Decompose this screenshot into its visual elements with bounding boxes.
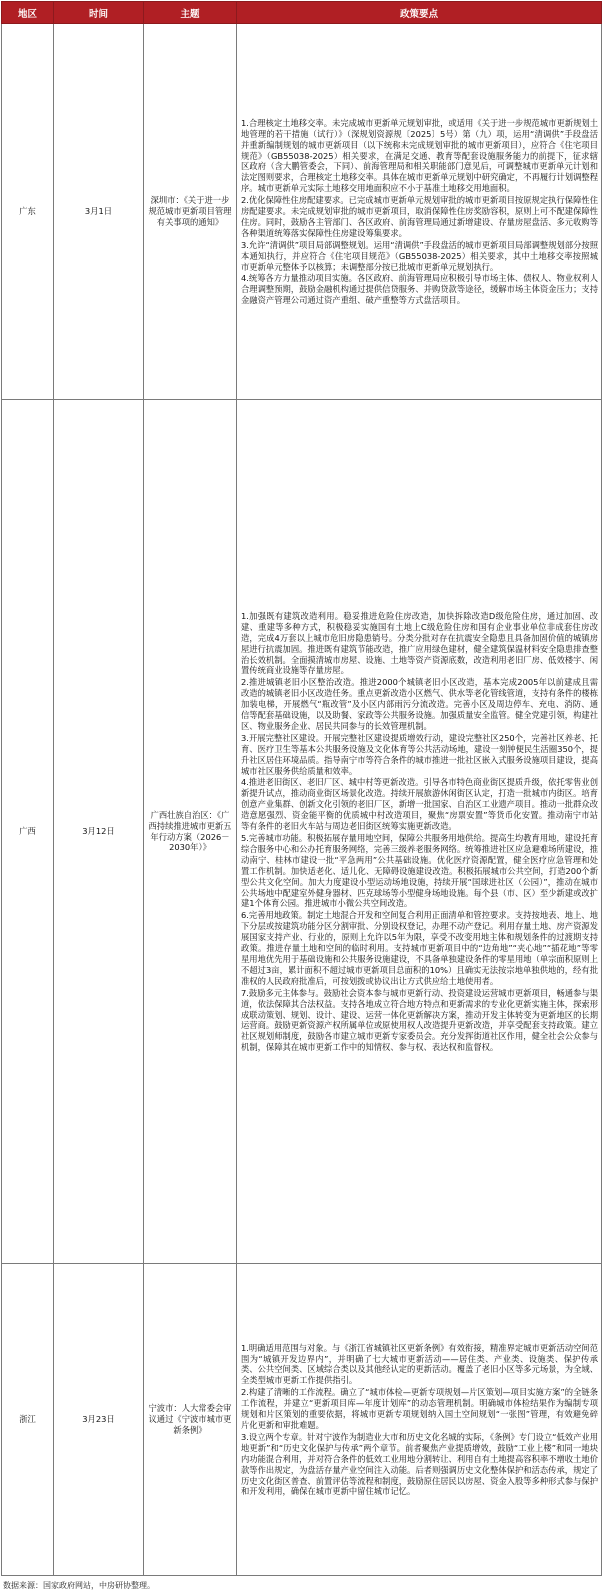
cell-subject: 深圳市：《关于进一步规范城市更新项目管理有关事项的通知》 bbox=[144, 24, 237, 400]
cell-subject: 宁波市：人大常委会审议通过《宁波市城市更新条例》 bbox=[144, 1264, 237, 1576]
policy-point: 3.允许“清调供”项目局部调整规划。运用“清调供”手段盘活的城市更新项目局部调整规划部分按照本通知执行，并应符合《住宅项目规范》（GB55038-2025）相关要求，其中土地移交率按照城市更新单元整体予以核算；未调整部分按已批城市更新单元规划执行。 bbox=[241, 239, 598, 272]
cell-region: 浙江 bbox=[2, 1264, 54, 1576]
header-points: 政策要点 bbox=[237, 2, 602, 24]
policy-point: 4.统筹各方力量推动项目实施。各区政府、前海管理局应积极引导市场主体、债权人、物业权利人合理调整预期，鼓励金融机构通过提供信贷服务、并购贷款等途径，缓解市场主体资金压力；支持金融资产管理公司通过资产重组、破产重整等方式盘活项目。 bbox=[241, 273, 598, 306]
header-subject: 主题 bbox=[144, 2, 237, 24]
header-date: 时间 bbox=[54, 2, 144, 24]
table-row bbox=[2, 400, 602, 1264]
policy-point: 3.开展完整社区建设。开展完整社区建设提质增效行动，建设完整社区250个，完善社区养老、托育、医疗卫生等基本公共服务设施及文化体育等公共活动场地，建设一刻钟便民生活圈350个，提升社区居住环境品质。指导南宁市等符合条件的城市推进一批社区嵌入式服务设施项目建设，提高城市社区服务供给质量和效率。 bbox=[241, 732, 598, 776]
cell-points bbox=[237, 400, 602, 1264]
policy-point: 2.推进城镇老旧小区整治改造。推进2000个城镇老旧小区改造，基本完成2005年以前建成且需改造的城镇老旧小区改造任务。重点更新改造小区燃气、供水等老化管线管道，支持有条件的楼栋加装电梯，开展燃气“瓶改管”及小区内部雨污分流改造。完善小区及周边停车、充电、消防、通信等配套基础设施，以及助餐、家政等公共服务设施。加强质量安全监管。健全党建引领，构建社区、物业服务企业、居民共同参与的长效管理机制。 bbox=[241, 677, 598, 731]
source-note: 数据来源：国家政府网站，中房研协整理。 bbox=[3, 1581, 155, 1590]
header-region: 地区 bbox=[2, 2, 54, 24]
table-header-row bbox=[2, 2, 602, 24]
cell-region: 广东 bbox=[2, 24, 54, 400]
cell-points bbox=[237, 1264, 602, 1576]
cell-date: 3月23日 bbox=[54, 1264, 144, 1576]
policy-point: 2.构建了清晰的工作流程。确立了“城市体检—更新专项规划—片区策划—项目实施方案”的全链条工作流程，并建立“更新项目库—年度计划库”的动态管理机制。明确城市体检结果作为编制专项规划和片区策划的重要依据，将城市更新专项规划纳入国土空间规划“一张图”管理，有效避免碎片化更新和审批难题。 bbox=[241, 1387, 598, 1430]
cell-date: 3月12日 bbox=[54, 400, 144, 1264]
cell-region: 广西 bbox=[2, 400, 54, 1264]
cell-subject: 广西壮族自治区：《广西持续推进城市更新五年行动方案（2026－2030年）》 bbox=[144, 400, 237, 1264]
cell-date: 3月1日 bbox=[54, 24, 144, 400]
cell-points bbox=[237, 24, 602, 400]
policy-point: 7.鼓励多元主体参与。鼓励社会资本参与城市更新行动、投资建设运营城市更新项目，畅通参与渠道，依法保障其合法权益。支持各地成立符合地方特点和更新需求的专业化更新实施主体，探索形成联动策划、规划、设计、建设、运营一体化更新解决方案，推动开发主体转变为更新地区的长期运营商。鼓励更新资源产权所属单位或原使用权人改造提升更新改造，并享受配套支持政策。建立社区规划师制度，鼓励各市建立城市更新专家委员会。充分发挥街道社区作用，健全社会公众参与机制，保障其在城市更新工作中的知情权、参与权、表达权和监督权。 bbox=[241, 987, 598, 1053]
policy-point: 4.推进老旧街区、老旧厂区、城中村等更新改造。引导各市特色商业街区提质升级，依托零售业创新提升试点，推动商业街区场景化改造。持续开展旅游休闲街区认定，打造一批城市内街区。培育创意产业集群、创新文化引领的老旧厂区，新增一批国家、自治区工业遗产项目。推动一批群众改造意愿强烈、资金能平衡的优质城中村改造项目，聚焦“房票安置”等货币化安置。推动南宁市站等有条件的老旧火车站与周边老旧街区统筹实施更新改造。 bbox=[241, 777, 598, 832]
policy-table bbox=[1, 1, 602, 1576]
policy-point: 2.优化保障性住房配建要求。已完成城市更新单元规划审批的城市更新项目按原规定执行保障性住房配建要求。未完成规划审批的城市更新项目，取消保障性住房奖励容积，原则上可不配建保障性住房。同时，鼓励各主管部门、各区政府、前海管理局通过新增建设、存量房屋盘活、多元收购等各种渠道统筹落实保障性住房建设筹集要求。 bbox=[241, 195, 598, 238]
policy-point: 1.合理核定土地移交率。未完成城市更新单元规划审批，或适用《关于进一步规范城市更新规划土地管理的若干措施（试行）》（深规划资源规〔2025〕5号）第（九）项，运用“清调供”手段盘活并重新编制规划的城市更新项目（以下统称未完成规划审批的城市更新项目），应符合《住宅项目规范》（GB55038-2025）相关要求，在满足交通、教育等配套设施服务能力的前提下，征求辖区政府（含大鹏管委会，下同）、前海管理局和相关职能部门意见后，可调整城市更新单元计划和法定图则要求，合理核定土地移交率。具体在城市更新单元规划中研究确定，不再履行计划调整程序。城市更新单元实际土地移交用地面积应不小于基准土地移交用地面积。 bbox=[241, 117, 598, 194]
policy-point: 1.明确适用范围与对象。与《浙江省城镇社区更新条例》有效衔接，精准界定城市更新活动空间范围为“城镇开发边界内”，并明确了七大城市更新活动——居住类、产业类、设施类、保护传承类、公共空间类、区域综合类以及其他经认定的更新活动。覆盖了老旧小区等多元场景，为全域、全类型城市更新工作提供指引。 bbox=[241, 1342, 598, 1386]
table-row bbox=[2, 24, 602, 400]
policy-point: 1.加强既有建筑改造利用。稳妥推进危险住房改造，加快拆除改造D级危险住房，通过加固、改建、重建等多种方式，积极稳妥实施国有土地上C级危险住房和国有企业事业单位非成套住房改造，完成4万套以上城市危旧房隐患销号。分类分批对存在抗震安全隐患且具备加固价值的城镇房屋进行抗震加固。推进既有建筑节能改造，推广应用绿色建材，健全建筑保温材料安全隐患排查整治长效机制。全面摸清城市房屋、设施、土地等资产资源底数，改造利用老旧厂房、低效楼宇、闲置传统商业设施等存量房屋。 bbox=[241, 610, 598, 676]
policy-point: 3.设立两个专章。针对宁波作为制造业大市和历史文化名城的实际，《条例》专门设立“低效产业用地更新”和“历史文化保护与传承”两个章节。前者聚焦产业提质增效，鼓励“工业上楼”和同一地块内功能混合利用，并对符合条件的低效工业用地分割转让、利用自有土地提高容积率不增收土地价款等作出规定，为盘活存量产业空间注入动能。后者则强调历史文化整体保护和活态传承，规定了历史文化街区普查、前置评估等流程和制度，鼓励原住居民以房屋、资金入股等多种形式参与保护和开发利用，确保在城市更新中留住城市记忆。 bbox=[241, 1431, 598, 1497]
policy-point: 5.完善城市功能。积极拓展存量用地空间，保障公共服务用地供给。提高生均教育用地，建设托育综合服务中心和公办托育服务网络，完善三级养老服务网络。统筹推进社区应急避难场所建设，推动南宁、桂林市建设一批“平急两用”公共基础设施。优化医疗资源配置，健全医疗应急管理和处置工作机制。加快适老化、适儿化、无障碍设施建设改造。积极拓展城市公共空间，打造200个新型公共文化空间。加大力度建设小型运动场地设施，持续开展“国球进社区（公园）”，推动在城市公共场地中配建室外健身器材、匹克球场等小型健身场地设施。每个县（市、区）至少新建或改扩建1个体育公园。推进城市小微公共空间改造。 bbox=[241, 833, 598, 909]
table-row bbox=[2, 1264, 602, 1576]
policy-point: 6.完善用地政策。制定土地混合开发和空间复合利用正面清单和管控要求。支持按地表、地上、地下分层或按建筑功能分区分割审批、分别设权登记，办理不动产登记。利用存量土地、房产资源发展国家支持产业、行业的，原则上允许以5年为限，享受不改变用地主体和规划条件的过渡期支持政策。推进存量土地和空间的临时利用。支持城市更新项目中的“边角地”“夹心地”“插花地”等零星用地优先用于基础设施和公共服务设施建设，不具备单独建设条件的零星用地（单宗面积原则上不超过3亩，累计面积不超过城市更新项目总面积的10%）且确实无法按宗地单独供地的，经有批准权的人民政府批准后，可按划拨或协议出让方式供应给土地使用者。 bbox=[241, 910, 598, 986]
